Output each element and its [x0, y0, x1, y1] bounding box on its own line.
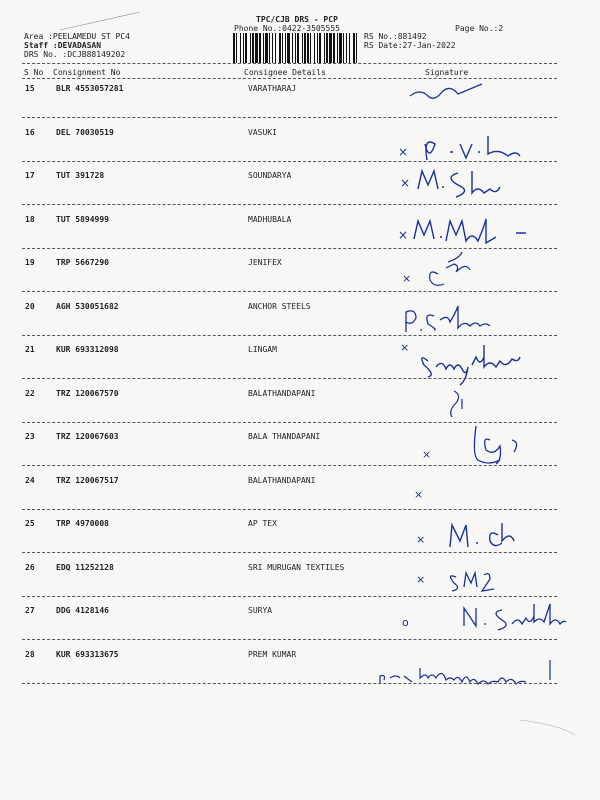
- svg-text:×: ×: [400, 176, 411, 190]
- serial-number: 23: [25, 432, 35, 441]
- row-divider: [22, 204, 557, 205]
- consignee-name: BALATHANDAPANI: [248, 388, 316, 398]
- serial-number: 25: [25, 519, 35, 528]
- consignee-name: SRI MURUGAN TEXTILES: [248, 562, 345, 572]
- consignee-name: BALATHANDAPANI: [248, 475, 316, 485]
- list-item: [0, 476, 600, 516]
- list-item: [0, 606, 600, 646]
- consignee-name: AP TEX: [248, 519, 277, 528]
- consignee-name: LINGAM: [248, 345, 277, 354]
- consignee-name: SURYA: [248, 606, 273, 615]
- serial-number: 16: [25, 127, 35, 137]
- consignment-number: TRP 4970008: [56, 519, 109, 528]
- list-item: [0, 215, 600, 255]
- page-number: Page No.:2: [455, 24, 504, 33]
- list-item: [0, 650, 600, 690]
- staff-label: Staff :DEVADASAN: [24, 41, 102, 50]
- consignee-name: BALA THANDAPANI: [248, 432, 321, 441]
- svg-text:×: ×: [402, 272, 412, 285]
- area-label: Area :PEELAMEDU ST PC4: [24, 32, 130, 41]
- row-divider: [22, 422, 557, 423]
- list-item: [0, 389, 600, 429]
- list-item: [0, 128, 600, 168]
- consignment-number: BLR 4553057281: [56, 84, 124, 93]
- signature-mark: [380, 557, 570, 605]
- column-header-signature: Signature: [425, 68, 469, 77]
- row-divider: [22, 335, 557, 336]
- serial-number: 19: [25, 258, 35, 267]
- row-divider: [22, 683, 557, 684]
- row-divider: [22, 596, 557, 597]
- list-item: [0, 84, 600, 124]
- signature-mark: [380, 252, 570, 300]
- svg-text:o: o: [402, 616, 409, 629]
- consignment-number: DDG 4128146: [56, 606, 109, 615]
- serial-number: 17: [25, 171, 35, 180]
- list-item: [0, 563, 600, 603]
- consignee-name: MADHUBALA: [248, 214, 292, 224]
- sheet-title: TPC/CJB DRS - PCP: [256, 15, 338, 24]
- column-header-sno: S No: [24, 68, 44, 77]
- column-header-consignee: Consignee Details: [244, 68, 326, 77]
- signature-mark: [380, 339, 570, 387]
- consignment-number: KUR 693313675: [56, 649, 119, 659]
- signature-mark: [380, 78, 570, 126]
- row-divider: [22, 161, 557, 162]
- list-item: [0, 258, 600, 298]
- drs-number: DRS No. :DCJB88149202: [24, 50, 126, 59]
- consignee-name: PREM KUMAR: [248, 649, 297, 659]
- row-divider: [22, 378, 557, 379]
- column-header-consignment: Consignment No: [53, 68, 121, 77]
- list-item: [0, 171, 600, 211]
- consignee-name: VARATHARAJ: [248, 84, 297, 93]
- barcode: [232, 33, 360, 63]
- signature-mark: [380, 426, 570, 474]
- consignee-name: ANCHOR STEELS: [248, 301, 311, 311]
- signature-mark: [380, 644, 570, 692]
- consignment-number: TUT 391728: [56, 171, 105, 180]
- rs-date: RS Date:27-Jan-2022: [364, 41, 456, 50]
- row-divider: [22, 465, 557, 466]
- consignment-number: KUR 693312098: [56, 345, 119, 354]
- rs-number: RS No.:881492: [364, 32, 427, 41]
- serial-number: 21: [25, 345, 35, 354]
- svg-text:×: ×: [398, 144, 409, 159]
- consignment-number: EDQ 11252128: [56, 562, 114, 572]
- row-divider: [22, 291, 557, 292]
- consignee-name: JENIFEX: [248, 258, 282, 267]
- signature-mark: [380, 209, 570, 257]
- phone-number: Phone No.:0422-3505555: [234, 24, 340, 33]
- svg-text:×: ×: [400, 341, 410, 354]
- consignment-number: TUT 5894999: [56, 214, 109, 224]
- svg-text:×: ×: [414, 487, 424, 501]
- row-divider: [22, 552, 557, 553]
- consignee-name: VASUKI: [248, 127, 277, 137]
- svg-text:×: ×: [422, 448, 432, 461]
- signature-mark: [380, 513, 570, 561]
- header-divider: [22, 63, 557, 64]
- signature-mark: [380, 383, 570, 431]
- row-divider: [22, 509, 557, 510]
- consignment-number: AGH 530051682: [56, 301, 119, 311]
- serial-number: 27: [25, 606, 35, 615]
- list-item: [0, 519, 600, 559]
- serial-number: 20: [25, 301, 35, 311]
- signature-mark: [380, 296, 570, 344]
- list-item: [0, 341, 600, 385]
- row-divider: [22, 117, 557, 118]
- serial-number: 24: [25, 475, 35, 485]
- signature-mark: [380, 600, 570, 648]
- consignment-number: TRZ 120067570: [56, 388, 119, 398]
- svg-text:×: ×: [416, 572, 426, 586]
- consignment-number: TRZ 120067603: [56, 432, 119, 441]
- serial-number: 28: [25, 649, 35, 659]
- signature-mark: [380, 165, 570, 213]
- list-item: [0, 432, 600, 472]
- row-divider: [22, 248, 557, 249]
- signature-mark: [380, 122, 570, 170]
- serial-number: 15: [25, 84, 35, 93]
- consignment-number: DEL 70030519: [56, 127, 114, 137]
- serial-number: 26: [25, 562, 35, 572]
- svg-text:×: ×: [416, 533, 426, 546]
- signature-mark: [380, 470, 570, 518]
- serial-number: 22: [25, 388, 35, 398]
- list-item: [0, 302, 600, 342]
- consignee-name: SOUNDARYA: [248, 171, 292, 180]
- row-divider: [22, 639, 557, 640]
- serial-number: 18: [25, 214, 35, 224]
- consignment-number: TRP 5667290: [56, 258, 109, 267]
- consignment-number: TRZ 120067517: [56, 475, 119, 485]
- svg-text:×: ×: [398, 227, 409, 242]
